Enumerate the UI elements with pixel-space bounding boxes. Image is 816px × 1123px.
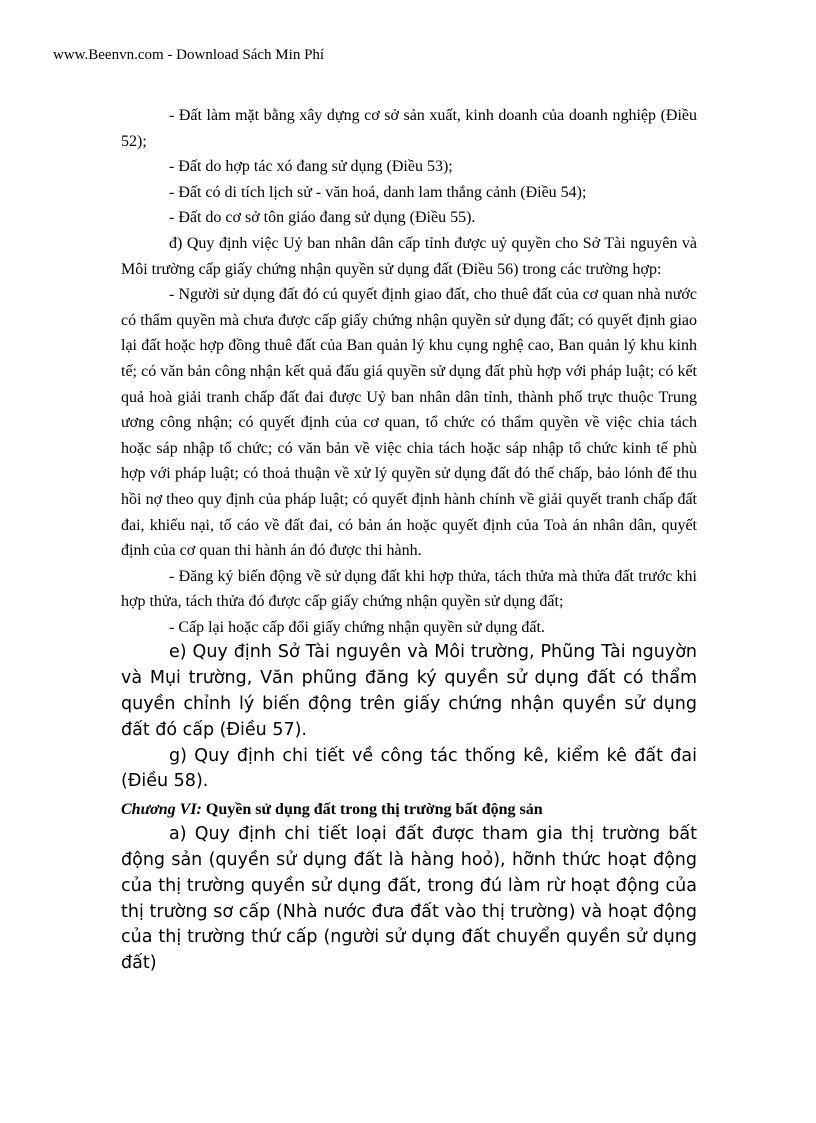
bullet-paragraph: - Đất có di tích lịch sử - văn hoá, danh lam thắng cảnh (Điều 54); xyxy=(169,183,587,201)
chapter-label: Chương VI: xyxy=(121,801,202,819)
page-header: www.Beenvn.com - Download Sách Min Phí xyxy=(53,47,325,63)
bullet-paragraph: - Đất do hợp tác xó đang sử dụng (Điều 53); xyxy=(169,158,453,176)
chapter-title: Quyền sử dụng đất trong thị trường bất động sản xyxy=(201,801,543,819)
bullet-paragraph: - Người sử dụng đất đó cú quyết định giao đất, cho thuê đất của cơ quan nhà nước có thẩm quyền mà chưa được cấp giấy chứng nhận quyền sử dụng đất; có quyết định giao lại đất hoặc hợp đồng thuê đất của Ban quản lý khu cụng nghệ cao, Ban quản lý khu kinh tế; có văn bản công nhận kết quả đấu giá quyền sử dụng đất phù hợp với pháp luật; có kết quả hoà giải tranh chấp đất đai được Uỷ ban nhân dân tỉnh, thành phố trực thuộc Trung ương công nhận; có quyết định của cơ quan, tổ chức có thẩm quyền về việc chia tách hoặc sáp nhập tổ chức; có văn bản về việc chia tách hoặc sáp nhập tổ chức kinh tế phù hợp với pháp luật; có thoả thuận về xử lý quyền sử dụng đất đó thế chấp, bảo lónh để thu hồi nợ theo quy định của pháp luật; có quyết định hành chính về giải quyết tranh chấp đất đai, khiếu nại, tố cáo về đất đai, có bản án hoặc quyết định của Toà án nhân dân, quyết định của cơ quan thi hành án đó được thi hành. xyxy=(121,286,697,560)
section-e-paragraph: e) Quy định Sở Tài nguyên và Môi trường, Phũng Tài nguyờn và Mụi trường, Văn phũng đăng ký quyền sử dụng đất có thẩm quyền chỉnh lý biến động trên giấy chứng nhận quyền sử dụng đất đó cấp (Điều 57). xyxy=(121,642,697,740)
document-body xyxy=(121,103,697,977)
section-a-paragraph: a) Quy định chi tiết loại đất được tham gia thị trường bất động sản (quyền sử dụng đất là hàng hoỏ), hỡnh thức hoạt động của thị trường quyền sử dụng đất, trong đú làm rừ hoạt động của thị trường sơ cấp (Nhà nước đưa đất vào thị trường) và hoạt động của thị trường thứ cấp (người sử dụng đất chuyển quyền sử dụng đất) xyxy=(121,824,697,974)
bullet-paragraph: - Cấp lại hoặc cấp đổi giấy chứng nhận quyền sử dụng đất. xyxy=(169,618,545,636)
bullet-paragraph: - Đất làm mặt bằng xây dựng cơ sở sản xuất, kinh doanh của doanh nghiệp (Điều 52); xyxy=(121,107,697,150)
bullet-paragraph: - Đăng ký biến động về sử dụng đất khi hợp thửa, tách thửa mà thửa đất trước khi hợp thửa, tách thửa đó được cấp giấy chứng nhận quyền sử dụng đất; xyxy=(121,567,697,611)
section-d-paragraph: đ) Quy định việc Uỷ ban nhân dân cấp tỉnh được uỷ quyền cho Sở Tài nguyên và Môi trường cấp giấy chứng nhận quyền sử dụng đất (Điều 56) trong các trường hợp: xyxy=(121,234,697,278)
chapter-heading xyxy=(121,797,697,822)
bullet-paragraph: - Đất do cơ sở tôn giáo đang sử dụng (Điều 55). xyxy=(169,209,476,227)
section-g-paragraph: g) Quy định chi tiết về công tác thống kê, kiểm kê đất đai (Điều 58). xyxy=(121,745,697,792)
